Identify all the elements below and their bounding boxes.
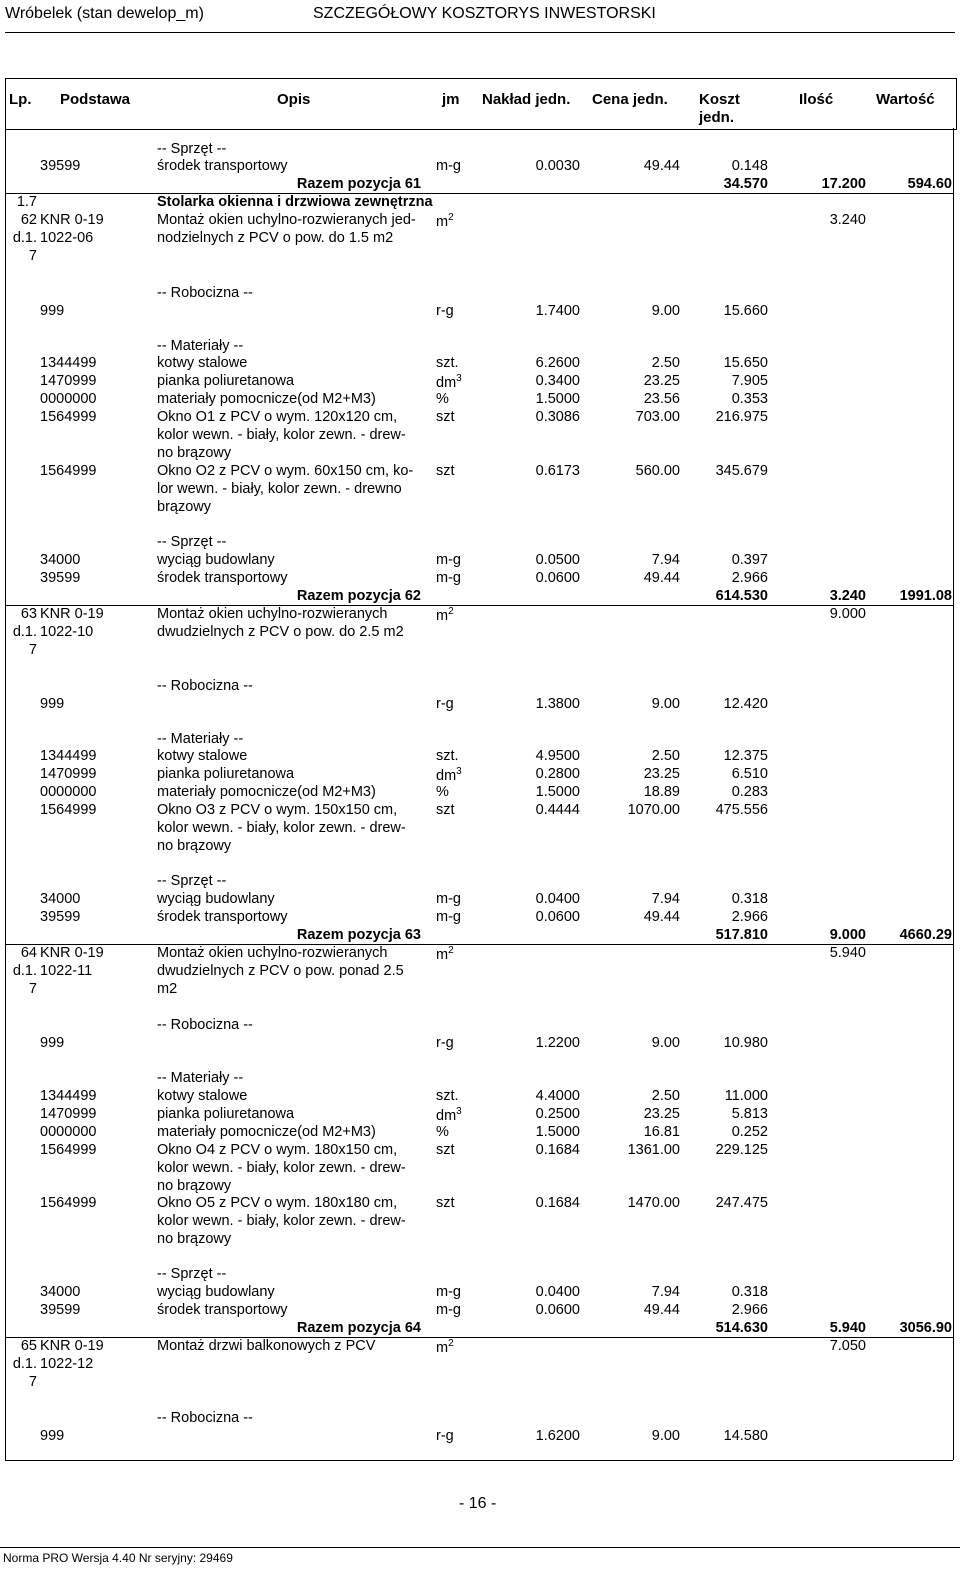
naklad-cell: 0.3400: [535, 373, 580, 389]
cena-cell: 7.94: [651, 891, 680, 907]
lp-cell: 1.7: [16, 194, 37, 210]
col-lp-header: Lp.: [9, 91, 32, 108]
naklad-cell: 0.6173: [535, 463, 580, 479]
opis-cell: -- Robocizna --: [157, 285, 253, 301]
unit-exponent: 2: [448, 945, 454, 956]
koszt-cell: 517.810: [715, 927, 768, 943]
podstawa-cell: 0000000: [40, 391, 97, 407]
subtotal-label: Razem pozycja 63: [296, 927, 421, 943]
lp-cell: d.1.: [12, 230, 37, 246]
koszt-cell: 2.966: [731, 909, 768, 925]
lp-cell: 62: [20, 212, 37, 228]
subtotal-label: Razem pozycja 61: [296, 176, 421, 192]
opis-cell: dwudzielnych z PCV o pow. ponad 2.5: [157, 963, 404, 979]
koszt-cell: 345.679: [715, 463, 768, 479]
naklad-cell: 0.2500: [535, 1106, 580, 1122]
lp-cell: 7: [28, 248, 37, 264]
cena-cell: 49.44: [643, 909, 680, 925]
ilosc-cell: 9.000: [829, 927, 866, 943]
jm-cell: r-g: [436, 1035, 454, 1051]
podstawa-cell: 1022-10: [40, 624, 94, 640]
opis-cell: Montaż okien uchylno-rozwieranych jed-: [157, 212, 416, 228]
wartosc-cell: 4660.29: [899, 927, 952, 943]
koszt-cell: 475.556: [715, 802, 768, 818]
podstawa-cell: 34000: [40, 552, 81, 568]
podstawa-cell: 1022-06: [40, 230, 94, 246]
jm-cell: m-g: [436, 909, 461, 925]
jm-cell: szt: [436, 463, 455, 479]
naklad-cell: 4.4000: [535, 1088, 580, 1104]
cena-cell: 2.50: [651, 748, 680, 764]
naklad-cell: 0.1684: [535, 1195, 580, 1211]
unit-exponent: 2: [448, 1338, 454, 1349]
koszt-cell: 34.570: [723, 176, 768, 192]
koszt-cell: 2.966: [731, 1302, 768, 1318]
koszt-cell: 14.580: [723, 1428, 768, 1444]
ilosc-cell: 5.940: [829, 1320, 866, 1336]
jm-cell: m-g: [436, 1284, 461, 1300]
koszt-cell: 0.397: [731, 552, 768, 568]
podstawa-cell: 0000000: [40, 784, 97, 800]
opis-cell: środek transportowy: [157, 909, 288, 925]
unit-exponent: 3: [456, 766, 462, 777]
jm-cell: $dm^3$: [436, 373, 462, 391]
document-author: Wróbelek (stan dewelop_m): [5, 5, 204, 22]
podstawa-cell: 1022-12: [40, 1356, 94, 1372]
podstawa-cell: 39599: [40, 1302, 81, 1318]
naklad-cell: 1.3800: [535, 696, 580, 712]
unit-exponent: 2: [448, 212, 454, 223]
koszt-cell: 0.353: [731, 391, 768, 407]
koszt-cell: 0.252: [731, 1124, 768, 1140]
podstawa-cell: 1470999: [40, 373, 97, 389]
opis-cell: pianka poliuretanowa: [157, 766, 295, 782]
col-podstawa-header: Podstawa: [60, 91, 131, 108]
lp-cell: d.1.: [12, 624, 37, 640]
opis-cell: wyciąg budowlany: [157, 552, 275, 568]
podstawa-cell: 1564999: [40, 409, 97, 425]
cena-cell: 23.25: [643, 373, 680, 389]
jm-cell: m-g: [436, 158, 461, 174]
lp-cell: 7: [28, 1374, 37, 1390]
cena-cell: 49.44: [643, 158, 680, 174]
opis-cell: kotwy stalowe: [157, 355, 248, 371]
naklad-cell: 1.2200: [535, 1035, 580, 1051]
naklad-cell: 1.5000: [535, 784, 580, 800]
koszt-cell: 6.510: [731, 766, 768, 782]
opis-cell: środek transportowy: [157, 158, 288, 174]
jm-cell: $m^2$: [436, 606, 454, 624]
naklad-cell: 6.2600: [535, 355, 580, 371]
naklad-cell: 0.0400: [535, 891, 580, 907]
opis-cell: pianka poliuretanowa: [157, 373, 295, 389]
opis-cell: no brązowy: [157, 1231, 232, 1247]
naklad-cell: 0.0600: [535, 570, 580, 586]
opis-cell: środek transportowy: [157, 1302, 288, 1318]
koszt-cell: 12.420: [723, 696, 768, 712]
cena-cell: 49.44: [643, 570, 680, 586]
lp-cell: 7: [28, 981, 37, 997]
cena-cell: 16.81: [643, 1124, 680, 1140]
jm-cell: m-g: [436, 891, 461, 907]
opis-cell: Stolarka okienna i drzwiowa zewnętrzna: [157, 194, 433, 210]
podstawa-cell: 1344499: [40, 748, 97, 764]
podstawa-cell: KNR 0-19: [40, 1338, 104, 1354]
jm-cell: $m^2$: [436, 945, 454, 963]
lp-cell: d.1.: [12, 963, 37, 979]
opis-cell: Okno O4 z PCV o wym. 180x150 cm,: [157, 1142, 398, 1158]
jm-cell: r-g: [436, 1428, 454, 1444]
opis-cell: materiały pomocnicze(od M2+M3): [157, 1124, 376, 1140]
table-bottom-border: [5, 1460, 953, 1461]
cena-cell: 703.00: [635, 409, 680, 425]
koszt-cell: 0.148: [731, 158, 768, 174]
opis-cell: kolor wewn. - biały, kolor zewn. - drew-: [157, 427, 406, 443]
col-cena-header: Cena jedn.: [592, 91, 668, 108]
lp-cell: 7: [28, 642, 37, 658]
jm-cell: szt: [436, 409, 455, 425]
ilosc-cell: 7.050: [829, 1338, 866, 1354]
col-jm-header: jm: [442, 91, 460, 108]
podstawa-cell: 1470999: [40, 766, 97, 782]
podstawa-cell: 1564999: [40, 1195, 97, 1211]
page-number: - 16 -: [459, 1495, 497, 1512]
naklad-cell: 0.0030: [535, 158, 580, 174]
naklad-cell: 0.1684: [535, 1142, 580, 1158]
cena-cell: 1361.00: [627, 1142, 680, 1158]
jm-cell: szt.: [436, 355, 459, 371]
podstawa-cell: 1564999: [40, 1142, 97, 1158]
podstawa-cell: 39599: [40, 570, 81, 586]
podstawa-cell: KNR 0-19: [40, 945, 104, 961]
koszt-cell: 229.125: [715, 1142, 768, 1158]
naklad-cell: 1.7400: [535, 303, 580, 319]
jm-cell: m-g: [436, 570, 461, 586]
koszt-cell: 12.375: [723, 748, 768, 764]
opis-cell: Montaż drzwi balkonowych z PCV: [157, 1338, 376, 1354]
podstawa-cell: 0000000: [40, 1124, 97, 1140]
opis-cell: m2: [157, 981, 178, 997]
jm-cell: %: [436, 784, 449, 800]
wartosc-cell: 1991.08: [899, 588, 952, 604]
software-info: Norma PRO Wersja 4.40 Nr seryjny: 29469: [3, 1551, 233, 1565]
jm-cell: szt: [436, 1195, 455, 1211]
jm-cell: szt.: [436, 1088, 459, 1104]
koszt-cell: 15.660: [723, 303, 768, 319]
jm-cell: m-g: [436, 552, 461, 568]
podstawa-cell: 1470999: [40, 1106, 97, 1122]
naklad-cell: 1.6200: [535, 1428, 580, 1444]
col-naklad-header: Nakład jedn.: [482, 91, 571, 108]
jm-cell: szt: [436, 802, 455, 818]
podstawa-cell: 999: [40, 1428, 65, 1444]
cena-cell: 9.00: [651, 1035, 680, 1051]
opis-cell: lor wewn. - biały, kolor zewn. - drewno: [157, 481, 402, 497]
opis-cell: środek transportowy: [157, 570, 288, 586]
ilosc-cell: 3.240: [829, 212, 866, 228]
col-wartosc-header: Wartość: [876, 91, 935, 108]
cena-cell: 2.50: [651, 355, 680, 371]
opis-cell: materiały pomocnicze(od M2+M3): [157, 391, 376, 407]
opis-cell: wyciąg budowlany: [157, 1284, 275, 1300]
opis-cell: nodzielnych z PCV o pow. do 1.5 m2: [157, 230, 394, 246]
opis-cell: -- Robocizna --: [157, 678, 253, 694]
podstawa-cell: 999: [40, 696, 65, 712]
opis-cell: no brązowy: [157, 1178, 232, 1194]
podstawa-cell: 39599: [40, 158, 81, 174]
ilosc-cell: 17.200: [821, 176, 866, 192]
podstawa-cell: 1344499: [40, 1088, 97, 1104]
podstawa-cell: 34000: [40, 891, 81, 907]
col-ilosc-header: Ilość: [799, 91, 834, 108]
cena-cell: 18.89: [643, 784, 680, 800]
subtotal-label: Razem pozycja 64: [296, 1320, 421, 1336]
naklad-cell: 0.0600: [535, 909, 580, 925]
col-koszt-header-line2: jedn.: [699, 109, 735, 126]
opis-cell: Okno O5 z PCV o wym. 180x180 cm,: [157, 1195, 398, 1211]
cena-cell: 7.94: [651, 552, 680, 568]
cena-cell: 1070.00: [627, 802, 680, 818]
opis-cell: -- Sprzęt --: [157, 534, 227, 550]
naklad-cell: 0.0400: [535, 1284, 580, 1300]
jm-cell: $m^2$: [436, 1338, 454, 1356]
opis-cell: -- Robocizna --: [157, 1017, 253, 1033]
cena-cell: 23.56: [643, 391, 680, 407]
podstawa-cell: 999: [40, 1035, 65, 1051]
podstawa-cell: 34000: [40, 1284, 81, 1300]
cena-cell: 49.44: [643, 1302, 680, 1318]
document-title: SZCZEGÓŁOWY KOSZTORYS INWESTORSKI: [313, 5, 656, 22]
lp-cell: 64: [20, 945, 37, 961]
opis-cell: no brązowy: [157, 445, 232, 461]
cena-cell: 9.00: [651, 696, 680, 712]
lp-cell: d.1.: [12, 1356, 37, 1372]
ilosc-cell: 3.240: [829, 588, 866, 604]
opis-cell: Okno O2 z PCV o wym. 60x150 cm, ko-: [157, 463, 414, 479]
koszt-cell: 216.975: [715, 409, 768, 425]
naklad-cell: 0.3086: [535, 409, 580, 425]
jm-cell: %: [436, 1124, 449, 1140]
opis-cell: kolor wewn. - biały, kolor zewn. - drew-: [157, 820, 406, 836]
koszt-cell: 15.650: [723, 355, 768, 371]
opis-cell: pianka poliuretanowa: [157, 1106, 295, 1122]
opis-cell: -- Sprzęt --: [157, 141, 227, 157]
jm-cell: szt: [436, 1142, 455, 1158]
wartosc-cell: 594.60: [907, 176, 952, 192]
podstawa-cell: 1564999: [40, 802, 97, 818]
col-koszt-header: Koszt: [699, 91, 740, 108]
naklad-cell: 0.0600: [535, 1302, 580, 1318]
wartosc-cell: 3056.90: [899, 1320, 952, 1336]
opis-cell: Okno O3 z PCV o wym. 150x150 cm,: [157, 802, 398, 818]
jm-cell: $dm^3$: [436, 766, 462, 784]
footer-divider: [0, 1547, 960, 1548]
cena-cell: 23.25: [643, 766, 680, 782]
opis-cell: kolor wewn. - biały, kolor zewn. - drew-: [157, 1160, 406, 1176]
naklad-cell: 1.5000: [535, 1124, 580, 1140]
opis-cell: kolor wewn. - biały, kolor zewn. - drew-: [157, 1213, 406, 1229]
jm-cell: $m^2$: [436, 212, 454, 230]
naklad-cell: 0.4444: [535, 802, 580, 818]
jm-cell: r-g: [436, 696, 454, 712]
opis-cell: materiały pomocnicze(od M2+M3): [157, 784, 376, 800]
cena-cell: 2.50: [651, 1088, 680, 1104]
lp-cell: 65: [20, 1338, 37, 1354]
jm-cell: $dm^3$: [436, 1106, 462, 1124]
opis-cell: -- Materiały --: [157, 731, 244, 747]
koszt-cell: 7.905: [731, 373, 768, 389]
podstawa-cell: KNR 0-19: [40, 212, 104, 228]
koszt-cell: 5.813: [731, 1106, 768, 1122]
podstawa-cell: 1564999: [40, 463, 97, 479]
cena-cell: 9.00: [651, 1428, 680, 1444]
opis-cell: -- Sprzęt --: [157, 1266, 227, 1282]
podstawa-cell: 999: [40, 303, 65, 319]
opis-cell: no brązowy: [157, 838, 232, 854]
koszt-cell: 614.530: [715, 588, 768, 604]
naklad-cell: 0.0500: [535, 552, 580, 568]
opis-cell: kotwy stalowe: [157, 1088, 248, 1104]
table-border: [953, 128, 954, 1460]
opis-cell: -- Robocizna --: [157, 1410, 253, 1426]
table-border: [5, 128, 6, 1460]
cena-cell: 560.00: [635, 463, 680, 479]
unit-exponent: 3: [456, 1106, 462, 1117]
podstawa-cell: 39599: [40, 909, 81, 925]
naklad-cell: 4.9500: [535, 748, 580, 764]
jm-cell: %: [436, 391, 449, 407]
opis-cell: brązowy: [157, 499, 211, 515]
unit-exponent: 2: [448, 606, 454, 617]
col-opis-header: Opis: [277, 91, 311, 108]
opis-cell: Montaż okien uchylno-rozwieranych: [157, 606, 388, 622]
opis-cell: dwudzielnych z PCV o pow. do 2.5 m2: [157, 624, 404, 640]
opis-cell: -- Materiały --: [157, 1070, 244, 1086]
koszt-cell: 0.318: [731, 891, 768, 907]
cena-cell: 7.94: [651, 1284, 680, 1300]
unit-exponent: 3: [456, 373, 462, 384]
koszt-cell: 247.475: [715, 1195, 768, 1211]
cena-cell: 9.00: [651, 303, 680, 319]
row-divider: [5, 193, 953, 194]
ilosc-cell: 5.940: [829, 945, 866, 961]
podstawa-cell: 1344499: [40, 355, 97, 371]
opis-cell: Montaż okien uchylno-rozwieranych: [157, 945, 388, 961]
jm-cell: szt.: [436, 748, 459, 764]
koszt-cell: 0.283: [731, 784, 768, 800]
opis-cell: kotwy stalowe: [157, 748, 248, 764]
koszt-cell: 514.630: [715, 1320, 768, 1336]
ilosc-cell: 9.000: [829, 606, 866, 622]
naklad-cell: 0.2800: [535, 766, 580, 782]
opis-cell: wyciąg budowlany: [157, 891, 275, 907]
cena-cell: 23.25: [643, 1106, 680, 1122]
cena-cell: 1470.00: [627, 1195, 680, 1211]
koszt-cell: 2.966: [731, 570, 768, 586]
opis-cell: -- Materiały --: [157, 338, 244, 354]
podstawa-cell: 1022-11: [40, 963, 93, 979]
lp-cell: 63: [20, 606, 37, 622]
subtotal-label: Razem pozycja 62: [296, 588, 421, 604]
opis-cell: -- Sprzęt --: [157, 873, 227, 889]
koszt-cell: 0.318: [731, 1284, 768, 1300]
naklad-cell: 1.5000: [535, 391, 580, 407]
jm-cell: m-g: [436, 1302, 461, 1318]
koszt-cell: 11.000: [724, 1088, 768, 1104]
jm-cell: r-g: [436, 303, 454, 319]
koszt-cell: 10.980: [723, 1035, 768, 1051]
opis-cell: Okno O1 z PCV o wym. 120x120 cm,: [157, 409, 398, 425]
podstawa-cell: KNR 0-19: [40, 606, 104, 622]
